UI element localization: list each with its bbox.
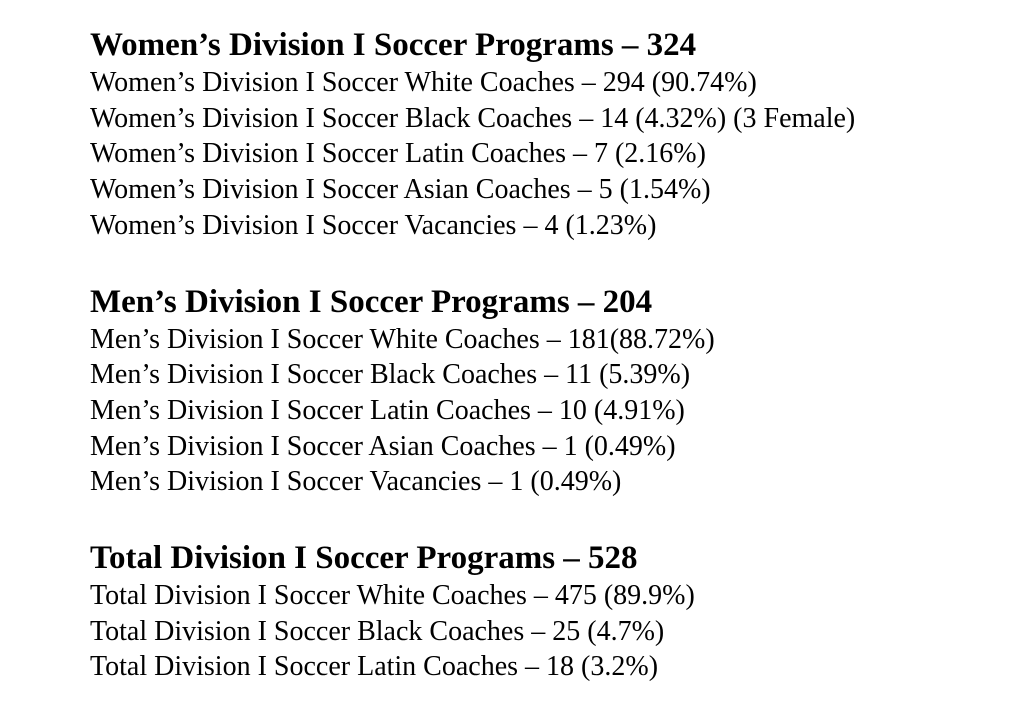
stat-line: Women’s Division I Soccer Latin Coaches – 7 (2.16%) [90,138,706,170]
section-womens-programs [90,25,1004,244]
section-heading: Total Division I Soccer Programs – 528 [90,540,638,577]
stat-line: Total Division I Soccer White Coaches – 475 (89.9%) [90,580,695,612]
section-mens-programs [90,282,1004,501]
section-heading: Women’s Division I Soccer Programs – 324 [90,27,697,63]
stat-line: Total Division I Soccer Latin Coaches – 18 (3.2%) [90,651,659,683]
stat-line: Men’s Division I Soccer Asian Coaches – 1 (0.49%) [90,430,676,462]
stat-line: Women’s Division I Soccer Asian Coaches – 5 (1.54%) [90,174,711,206]
stat-line: Women’s Division I Soccer Black Coaches – 14 (4.32%) (3 Female) [90,102,856,134]
stat-line: Women’s Division I Soccer White Coaches – 294 (90.74%) [90,67,757,98]
section-total-programs [90,538,1004,685]
stat-line: Men’s Division I Soccer Latin Coaches – 10 (4.91%) [90,394,685,426]
stat-line: Women’s Division I Soccer Vacancies – 4 (1.23%) [90,209,657,241]
section-heading: Men’s Division I Soccer Programs – 204 [90,283,653,320]
stat-line: Men’s Division I Soccer Black Coaches – 11 (5.39%) [90,359,691,391]
stat-line: Men’s Division I Soccer White Coaches – 181(88.72%) [90,323,715,355]
stat-line: Total Division I Soccer Black Coaches – 25 (4.7%) [90,615,665,647]
stat-line: Men’s Division I Soccer Vacancies – 1 (0.49%) [90,466,622,498]
